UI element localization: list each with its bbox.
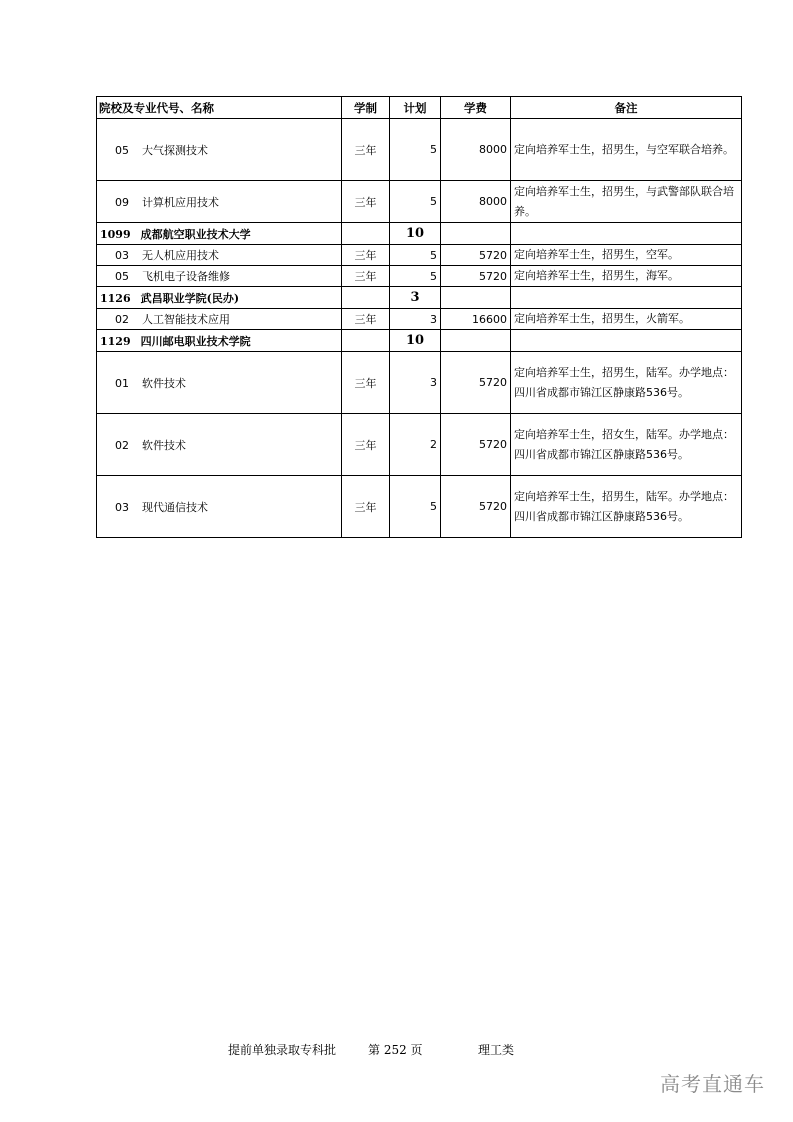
fee-cell xyxy=(441,287,511,309)
major-name: 软件技术 xyxy=(142,376,186,390)
note-cell xyxy=(511,330,742,352)
note-cell xyxy=(511,223,742,245)
note-cell: 定向培养军士生，招男生，火箭军。 xyxy=(511,309,742,330)
major-cell xyxy=(97,181,342,223)
note-cell xyxy=(511,287,742,309)
note-cell: 定向培养军士生，招男生，空军。 xyxy=(511,245,742,266)
major-name: 软件技术 xyxy=(142,438,186,452)
table-row xyxy=(97,476,742,538)
system-cell xyxy=(342,330,390,352)
school-code: 1099 xyxy=(100,227,131,241)
system-cell: 三年 xyxy=(342,245,390,266)
school-name: 四川邮电职业技术学院 xyxy=(140,334,251,348)
major-code: 03 xyxy=(115,500,129,514)
system-cell: 三年 xyxy=(342,119,390,181)
major-name: 大气探测技术 xyxy=(142,143,208,157)
plan-cell: 3 xyxy=(390,352,441,414)
footer-category: 理工类 xyxy=(478,1043,515,1057)
major-code: 01 xyxy=(115,376,129,390)
note-cell: 定向培养军士生，招男生，陆军。办学地点：四川省成都市锦江区静康路536号。 xyxy=(511,352,742,414)
table-row xyxy=(97,266,742,287)
note-cell: 定向培养军士生，招男生，海军。 xyxy=(511,266,742,287)
system-cell xyxy=(342,287,390,309)
major-code: 05 xyxy=(115,270,129,283)
table-row xyxy=(97,352,742,414)
major-name: 飞机电子设备维修 xyxy=(142,270,230,283)
watermark: 高考直通车 xyxy=(660,1072,765,1096)
note-cell: 定向培养军士生，招男生，与武警部队联合培养。 xyxy=(511,181,742,223)
school-cell xyxy=(97,287,342,309)
school-row xyxy=(97,330,742,352)
table-row xyxy=(97,119,742,181)
school-cell xyxy=(97,330,342,352)
fee-cell: 5720 xyxy=(441,352,511,414)
note-cell: 定向培养军士生，招男生，陆军。办学地点：四川省成都市锦江区静康路536号。 xyxy=(511,476,742,538)
major-cell xyxy=(97,119,342,181)
fee-cell: 5720 xyxy=(441,266,511,287)
major-code: 02 xyxy=(115,313,129,326)
note-cell: 定向培养军士生，招男生，与空军联合培养。 xyxy=(511,119,742,181)
fee-cell: 16600 xyxy=(441,309,511,330)
major-cell xyxy=(97,266,342,287)
system-cell: 三年 xyxy=(342,414,390,476)
school-row xyxy=(97,287,742,309)
table-row xyxy=(97,414,742,476)
major-name: 无人机应用技术 xyxy=(142,249,219,262)
header-name: 院校及专业代号、名称 xyxy=(97,97,342,119)
school-row xyxy=(97,223,742,245)
major-name: 人工智能技术应用 xyxy=(142,313,230,326)
fee-cell: 8000 xyxy=(441,119,511,181)
plan-cell: 5 xyxy=(390,476,441,538)
system-cell: 三年 xyxy=(342,309,390,330)
major-cell xyxy=(97,352,342,414)
plan-cell: 5 xyxy=(390,266,441,287)
major-cell xyxy=(97,476,342,538)
plan-cell: 3 xyxy=(390,287,441,309)
major-code: 03 xyxy=(115,249,129,262)
school-code: 1126 xyxy=(100,291,131,305)
fee-cell: 5720 xyxy=(441,414,511,476)
school-code: 1129 xyxy=(100,334,131,348)
header-note: 备注 xyxy=(511,97,742,119)
major-name: 计算机应用技术 xyxy=(142,195,219,209)
plan-cell: 3 xyxy=(390,309,441,330)
fee-cell xyxy=(441,223,511,245)
system-cell: 三年 xyxy=(342,352,390,414)
page-footer xyxy=(228,1041,514,1058)
header-plan: 计划 xyxy=(390,97,441,119)
header-system: 学制 xyxy=(342,97,390,119)
plan-cell: 2 xyxy=(390,414,441,476)
school-name: 成都航空职业技术大学 xyxy=(140,227,251,241)
fee-cell: 8000 xyxy=(441,181,511,223)
table-row xyxy=(97,181,742,223)
major-code: 05 xyxy=(115,143,129,157)
fee-cell: 5720 xyxy=(441,245,511,266)
plan-cell: 10 xyxy=(390,223,441,245)
major-code: 02 xyxy=(115,438,129,452)
major-name: 现代通信技术 xyxy=(142,500,208,514)
system-cell: 三年 xyxy=(342,476,390,538)
system-cell xyxy=(342,223,390,245)
plan-cell: 5 xyxy=(390,181,441,223)
major-code: 09 xyxy=(115,195,129,209)
major-cell xyxy=(97,309,342,330)
note-cell: 定向培养军士生，招女生，陆军。办学地点：四川省成都市锦江区静康路536号。 xyxy=(511,414,742,476)
header-fee: 学费 xyxy=(441,97,511,119)
plan-cell: 5 xyxy=(390,245,441,266)
fee-cell xyxy=(441,330,511,352)
school-cell xyxy=(97,223,342,245)
footer-batch: 提前单独录取专科批 xyxy=(228,1043,337,1057)
plan-cell: 10 xyxy=(390,330,441,352)
system-cell: 三年 xyxy=(342,266,390,287)
major-cell xyxy=(97,245,342,266)
fee-cell: 5720 xyxy=(441,476,511,538)
system-cell: 三年 xyxy=(342,181,390,223)
major-cell xyxy=(97,414,342,476)
table-header-row xyxy=(97,97,742,119)
table-row xyxy=(97,245,742,266)
footer-page-number: 第 252 页 xyxy=(368,1043,423,1057)
plan-cell: 5 xyxy=(390,119,441,181)
table-row xyxy=(97,309,742,330)
school-name: 武昌职业学院(民办) xyxy=(140,291,240,305)
admissions-table xyxy=(96,96,742,538)
